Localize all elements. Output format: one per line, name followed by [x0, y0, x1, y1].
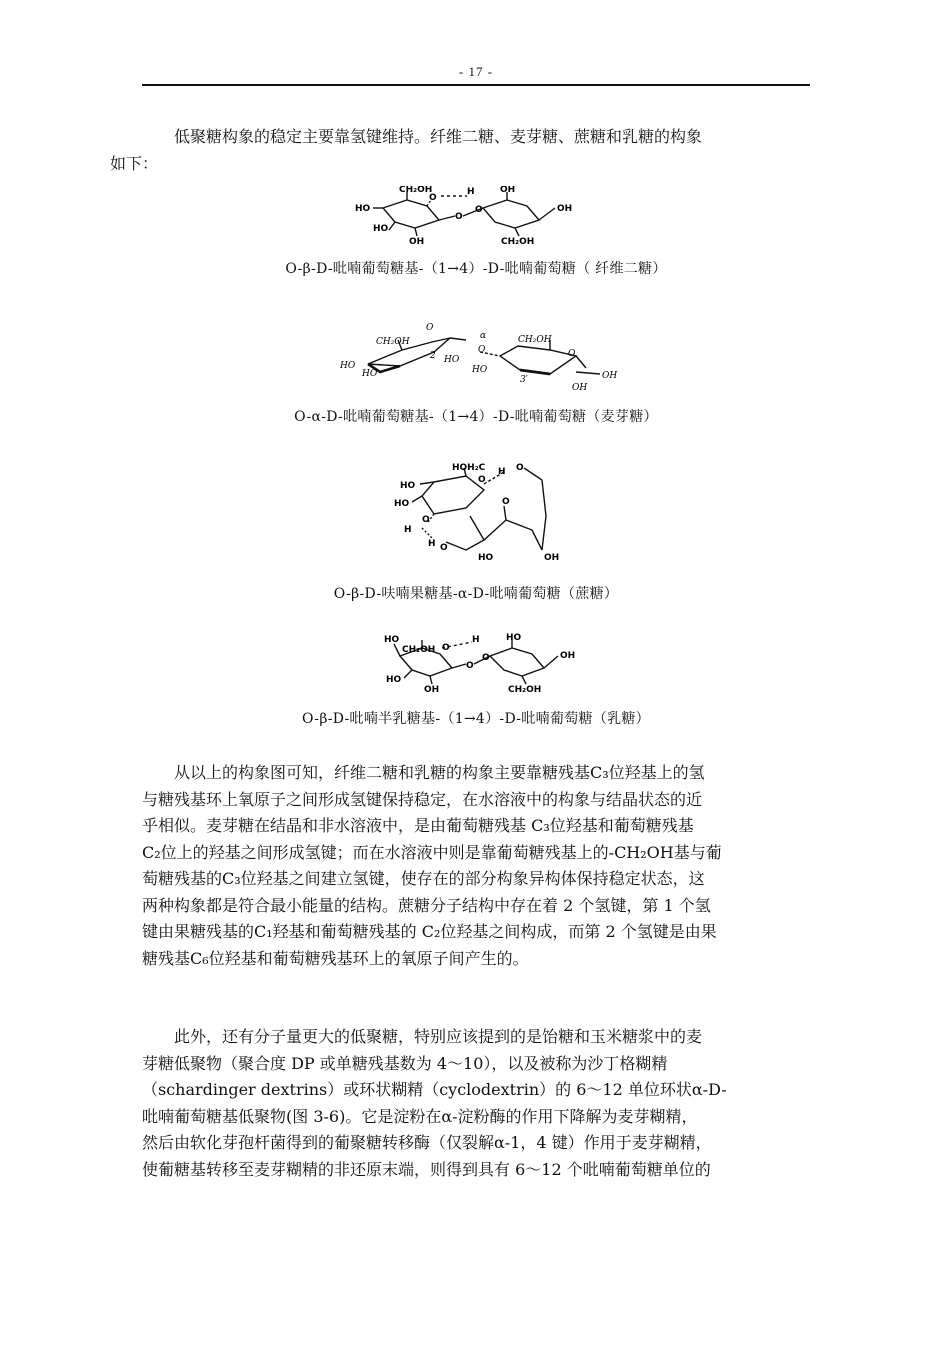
- sucrose-structure: [392, 460, 582, 572]
- svg-text:CH₂OH: CH₂OH: [376, 337, 410, 347]
- text-line: 两种构象都是符合最小能量的结构。蔗糖分子结构中存在着 2 个氢键，第 1 个氢: [142, 895, 711, 915]
- svg-text:O: O: [475, 205, 483, 215]
- svg-text:OH: OH: [572, 383, 588, 393]
- svg-text:H: H: [404, 525, 412, 535]
- page-number: - 17 -: [458, 64, 494, 79]
- intro-line: 如下：: [110, 153, 159, 173]
- figure-caption-sucrose: O-β-D-呋喃果糖基-α-D-吡喃葡萄糖（蔗糖）: [333, 586, 619, 602]
- svg-text:OH: OH: [544, 553, 560, 563]
- text-line: 从以上的构象图可知，纤维二糖和乳糖的构象主要靠糖残基C₃位羟基上的氢: [174, 763, 705, 782]
- lactose-structure: [378, 630, 598, 698]
- svg-text:HO: HO: [394, 499, 410, 509]
- svg-text:OH: OH: [602, 371, 618, 381]
- svg-text:OH: OH: [424, 685, 440, 695]
- figure-caption-lactose: O-β-D-吡喃半乳糖基-（1→4）-D-吡喃葡萄糖（乳糖）: [302, 711, 650, 727]
- svg-text:O: O: [568, 349, 576, 359]
- svg-text:O: O: [442, 643, 450, 653]
- svg-text:HO: HO: [400, 481, 416, 491]
- text-line: 萄糖残基的C₃位羟基之间建立氢键，使存在的部分构象异构体保持稳定状态，这: [142, 869, 705, 888]
- svg-text:HO: HO: [340, 361, 356, 371]
- body-paragraph-1: [142, 760, 810, 972]
- svg-text:OH: OH: [500, 186, 516, 195]
- intro-line: 低聚糖构象的稳定主要靠氢键维持。纤维二糖、麦芽糖、蔗糖和乳糖的构象: [174, 127, 703, 146]
- svg-text:OH: OH: [557, 204, 573, 214]
- svg-text:OH: OH: [409, 237, 425, 247]
- text-line: 芽糖低聚物（聚合度 DP 或单糖残基数为 4～10），以及被称为沙丁格糊精: [142, 1053, 668, 1073]
- svg-text:HO: HO: [386, 675, 402, 685]
- svg-text:H: H: [498, 467, 506, 477]
- svg-text:CH₂OH: CH₂OH: [399, 186, 433, 195]
- svg-text:O: O: [422, 515, 430, 525]
- svg-text:O: O: [455, 212, 463, 222]
- figure-caption-cellobiose: O-β-D-吡喃葡萄糖基-（1→4）-D-吡喃葡萄糖（ 纤维二糖）: [285, 261, 667, 277]
- svg-text:HO: HO: [355, 204, 371, 214]
- svg-text:CH₂OH: CH₂OH: [518, 335, 552, 345]
- svg-text:O: O: [429, 193, 437, 203]
- svg-text:OH: OH: [560, 651, 576, 661]
- header-rule: [142, 84, 810, 86]
- svg-text:O: O: [502, 497, 510, 507]
- svg-text:H: H: [467, 187, 475, 197]
- cellobiose-structure: [355, 186, 605, 250]
- svg-text:HO: HO: [384, 635, 400, 645]
- svg-text:HO: HO: [362, 369, 378, 379]
- svg-text:O: O: [440, 543, 448, 553]
- svg-text:HOH₂C: HOH₂C: [452, 463, 486, 473]
- svg-text:O: O: [482, 653, 490, 663]
- text-line: 吡喃葡萄糖基低聚物(图 3-6)。它是淀粉在α-淀粉酶的作用下降解为麦芽糊精，: [142, 1106, 698, 1126]
- svg-text:O: O: [516, 463, 524, 473]
- svg-text:HO: HO: [472, 365, 488, 375]
- svg-text:CH₂OH: CH₂OH: [501, 237, 535, 247]
- text-line: C₂位上的羟基之间形成氢键；而在水溶液中则是靠葡萄糖残基上的-CH₂OH基与葡: [142, 842, 722, 862]
- svg-text:HO: HO: [478, 553, 494, 563]
- text-line: 键由果糖残基的C₁羟基和葡萄糖残基的 C₂位羟基之间构成，而第 2 个氢键是由果: [142, 922, 717, 941]
- svg-text:O: O: [426, 323, 434, 333]
- svg-text:3′: 3′: [520, 375, 528, 385]
- svg-text:2: 2: [430, 351, 436, 361]
- intro-paragraph: [110, 124, 810, 177]
- svg-text:O: O: [478, 475, 486, 485]
- svg-text:H: H: [472, 635, 480, 645]
- text-line: 糖残基C₆位羟基和葡萄糖残基环上的氧原子间产生的。: [142, 948, 529, 968]
- svg-text:HO: HO: [506, 633, 522, 643]
- svg-text:CH₂OH: CH₂OH: [402, 645, 436, 655]
- text-line: （schardinger dextrins）或环状糊精（cyclodextrin）的 6～12 单位环状α-D-: [142, 1080, 727, 1099]
- maltose-structure: [340, 316, 630, 394]
- text-line: 此外，还有分子量更大的低聚糖，特别应该提到的是饴糖和玉米糖浆中的麦: [174, 1027, 703, 1046]
- text-line: 乎相似。麦芽糖在结晶和非水溶液中，是由葡萄糖残基 C₃位羟基和葡萄糖残基: [142, 816, 694, 835]
- svg-text:α: α: [480, 331, 487, 341]
- text-line: 然后由软化芽孢杆菌得到的葡聚糖转移酶（仅裂解α-1，4 键）作用于麦芽糊精，: [142, 1133, 712, 1152]
- text-line: 与糖残基环上氧原子之间形成氢键保持稳定，在水溶液中的构象与结晶状态的近: [142, 789, 703, 809]
- text-line: 使葡糖基转移至麦芽糊精的非还原末端，则得到具有 6～12 个吡喃葡萄糖单位的: [142, 1159, 711, 1179]
- svg-text:HO: HO: [373, 224, 389, 234]
- svg-text:O: O: [478, 345, 486, 355]
- svg-text:H: H: [428, 539, 436, 549]
- svg-text:O: O: [466, 661, 474, 671]
- figure-caption-maltose: O-α-D-吡喃葡萄糖基-（1→4）-D-吡喃葡萄糖（麦芽糖）: [294, 409, 658, 425]
- body-paragraph-2: [142, 1024, 810, 1183]
- svg-text:CH₂OH: CH₂OH: [508, 685, 542, 695]
- svg-text:HO: HO: [444, 355, 460, 365]
